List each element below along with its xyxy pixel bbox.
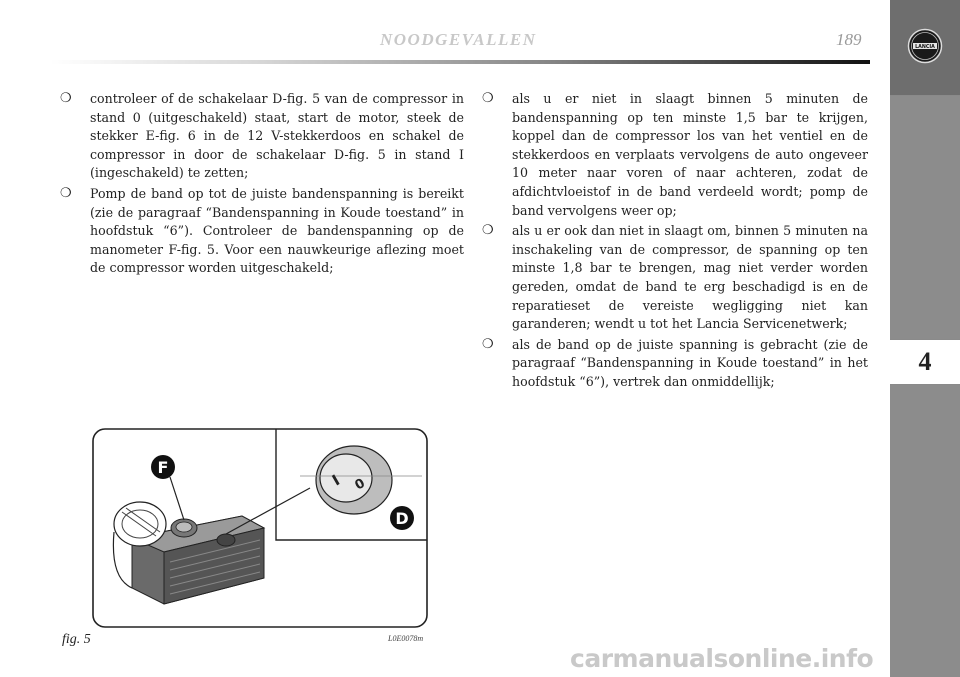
chapter-tab[interactable]: 4 — [890, 340, 960, 384]
watermark: carmanualsonline.info — [570, 644, 874, 673]
list-item: ❍ als u er niet in slaagt binnen 5 minuten de bandenspanning op ten minste 1,5 bar te krijgen, koppel dan de compressor los van het ventiel en de stekkerdoos en verplaats vervolgens de auto ongeveer 10 meter naar voren of naar achteren, zodat de afdichtvloeistof in de band verdeeld wordt; pomp de band vervolgens weer op; — [482, 90, 868, 220]
figure-code: L0E0078m — [388, 634, 424, 643]
page-number: 189 — [836, 30, 862, 49]
sidebar-band — [890, 385, 960, 677]
figure-caption: fig. 5 — [62, 632, 91, 647]
list-item: ❍ controleer of de schakelaar D-fig. 5 van de compressor in stand 0 (uitgeschakeld) staat, start de motor, steek de stekker E-fig. 6 in de 12 V-stekkerdoos en schakel de compressor in door de schakelaar D-fig. 5 in stand I (ingeschakeld) te zetten; — [60, 90, 464, 183]
svg-text:I: I — [329, 471, 343, 490]
svg-text:F: F — [157, 458, 169, 477]
sidebar-band — [890, 96, 960, 339]
right-column — [482, 90, 868, 394]
section-title: NOODGEVALLEN — [380, 30, 537, 49]
svg-text:D: D — [395, 509, 409, 528]
svg-text:0: 0 — [352, 475, 368, 494]
header-rule — [50, 60, 870, 64]
sidebar-logo-area — [890, 0, 960, 95]
lancia-logo-icon — [907, 28, 943, 64]
compressor-illustration — [92, 428, 428, 628]
left-column — [60, 90, 464, 280]
svg-text:LANCIA: LANCIA — [915, 45, 935, 50]
chapter-sidebar — [890, 0, 960, 677]
list-item: ❍ Pomp de band op tot de juiste bandenspanning is bereikt (zie de paragraaf “Bandenspanning in Koude toestand” in hoofdstuk “6”). Controleer de bandenspanning op de manometer F-fig. 5. Voor een nauwkeurige aflezing moet de compressor worden uitgeschakeld; — [60, 185, 464, 278]
list-item: ❍ als u er ook dan niet in slaagt om, binnen 5 minuten na inschakeling van de compressor, de spanning op ten minste 1,8 bar te brengen, mag niet verder worden gereden, omdat de band te erg beschadigd is en de reparatieset de vereiste wegligging niet kan garanderen; wendt u tot het Lancia Servicenetwerk; — [482, 222, 868, 334]
list-item: ❍ als de band op de juiste spanning is gebracht (zie de paragraaf “Bandenspanning in Koude toestand” in het hoofdstuk “6”), vertrek dan onmiddellijk; — [482, 336, 868, 392]
